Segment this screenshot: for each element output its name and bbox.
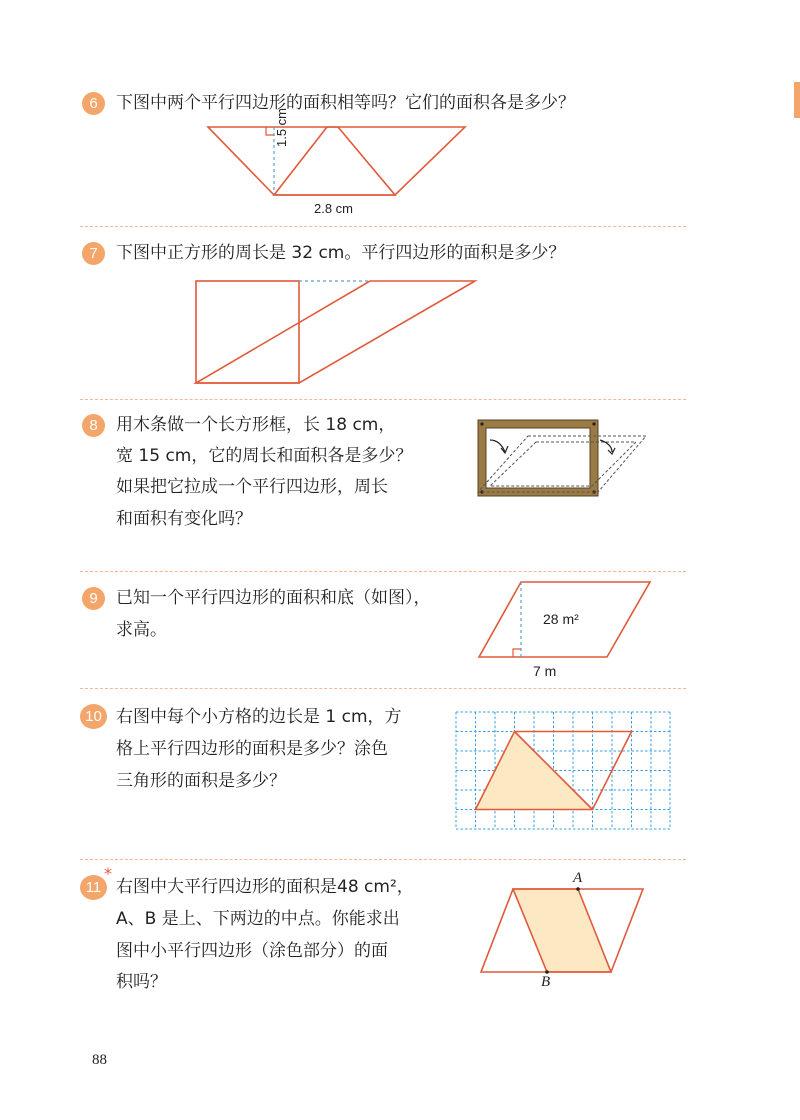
problem-10-line-1: 右图中每个小方格的边长是 1 cm，方 [116,707,402,727]
challenge-star: * [104,864,112,883]
problem-6-text: 下图中两个平行四边形的面积相等吗？它们的面积各是多少？ [116,93,575,113]
area-label: 28 m² [543,611,579,627]
problem-11-line-4: 积吗？ [116,972,167,992]
problem-number-7: 7 [82,242,105,265]
problem-9-line-2: 求高。 [116,620,167,640]
problem-9-line-1: 已知一个平行四边形的面积和底（如图）， [116,588,431,608]
problem-8-line-3: 如果把它拉成一个平行四边形，周长 [116,477,388,497]
base-label: 7 m [533,663,557,679]
problem-number-11: 11 [80,875,107,900]
problem-10-line-3: 三角形的面积是多少？ [116,771,286,791]
point-b-label: B [541,974,551,990]
problem-11-line-2: A、B 是上、下两边的中点。你能求出 [116,909,400,929]
problem-11-line-1: 右图中大平行四边形的面积是48 cm²， [116,877,414,897]
height-label: 1.5 cm [274,107,289,147]
problem-8-line-1: 用木条做一个长方形框，长 18 cm， [116,415,396,435]
problem-number-9: 9 [82,587,105,610]
problem-number-6: 6 [82,92,105,115]
point-a-label: A [573,870,583,886]
shaded-parallelogram [513,889,611,972]
problem-7-text: 下图中正方形的周长是 32 cm。平行四边形的面积是多少？ [116,243,566,263]
point-a [576,887,580,891]
base-label: 2.8 cm [314,201,354,216]
problem-8-line-2: 宽 15 cm，它的周长和面积各是多少？ [116,446,413,466]
problem-8-line-4: 和面积有变化吗？ [116,509,252,529]
problem-10-line-2: 格上平行四边形的面积是多少？涂色 [116,739,388,759]
problem-number-8: 8 [82,414,105,437]
problem-number-10: 10 [80,704,107,729]
page-number: 88 [92,1052,107,1068]
problem-11-line-3: 图中小平行四边形（涂色部分）的面 [116,941,388,961]
